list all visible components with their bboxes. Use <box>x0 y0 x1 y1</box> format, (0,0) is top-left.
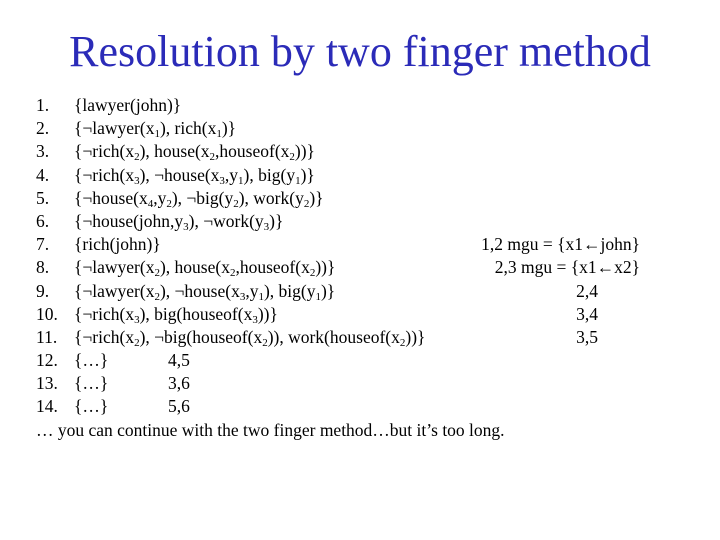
step-note: 5,6 <box>168 396 190 417</box>
step-line <box>36 372 676 395</box>
step-line <box>36 164 676 187</box>
slide-title: Resolution by two finger method <box>69 27 651 76</box>
step-number: 9. <box>36 280 50 301</box>
step-note: 2,3 mgu = {x1←x2} <box>494 257 640 278</box>
step-clause: {$\neg rich(x_2)$, $house(x_2,houseof(x_2))$} <box>74 141 315 164</box>
step-note: 2,4 <box>576 280 598 301</box>
step-clause: {$\neg rich(x_2)$, $\neg big(houseof(x_2))$, $work(houseof(x_2))$} <box>74 326 426 349</box>
step-line <box>36 395 676 418</box>
step-line <box>36 256 676 279</box>
step-clause: {$\neg house(x_4,y_2)$, $\neg big(y_2)$, $work(y_2)$} <box>74 187 324 210</box>
step-note: 3,6 <box>168 373 190 394</box>
step-line <box>36 303 676 326</box>
step-number: 2. <box>36 118 50 139</box>
step-line <box>36 326 676 349</box>
step-number: 12. <box>36 350 58 371</box>
step-clause: {$\neg house(john,y_3)$, $\neg work(y_3)$} <box>74 210 284 233</box>
step-clause: {…} <box>74 350 109 371</box>
step-number: 11. <box>36 326 58 347</box>
step-line <box>36 94 676 117</box>
step-note: 3,4 <box>576 303 598 324</box>
step-clause: {$\neg lawyer(x_2)$, $\neg house(x_3,y_1)$, $big(y_1)$} <box>74 280 336 303</box>
step-clause: {…} <box>74 373 109 394</box>
closing-remark: … you can continue with the two finger method…but it’s too long. <box>36 419 505 440</box>
step-number: 7. <box>36 234 50 255</box>
step-number: 10. <box>36 303 58 324</box>
step-number: 5. <box>36 187 50 208</box>
step-number: 6. <box>36 210 50 231</box>
step-number: 3. <box>36 141 50 162</box>
step-line <box>36 187 676 210</box>
step-number: 14. <box>36 396 58 417</box>
step-line <box>36 140 676 163</box>
step-note: 1,2 mgu = {x1←john} <box>481 234 640 255</box>
step-clause: {$\neg rich(x_3)$, $big(houseof(x_3))$} <box>74 303 278 326</box>
step-number: 4. <box>36 164 50 185</box>
step-number: 1. <box>36 95 50 115</box>
step-line <box>36 210 676 233</box>
step-number: 13. <box>36 373 58 394</box>
step-clause: {rich(john)} <box>74 234 161 255</box>
step-line <box>36 349 676 372</box>
step-line <box>36 233 676 256</box>
step-number: 8. <box>36 257 50 278</box>
step-clause: {lawyer(john)} <box>74 95 182 115</box>
step-note: 3,5 <box>576 326 598 347</box>
step-note: 4,5 <box>168 350 190 371</box>
step-clause: {…} <box>74 396 109 417</box>
step-clause: {$\neg rich(x_3)$, $\neg house(x_3,y_1)$, $big(y_1)$} <box>74 164 315 187</box>
closing-remark-line <box>36 419 676 442</box>
step-clause: {$\neg lawyer(x_1)$, $rich(x_1)$} <box>74 118 237 141</box>
step-line <box>36 280 676 303</box>
step-clause: {$\neg lawyer(x_2)$, $house(x_2,houseof(x_2))$} <box>74 257 336 280</box>
resolution-steps <box>36 94 676 442</box>
step-line <box>36 117 676 140</box>
